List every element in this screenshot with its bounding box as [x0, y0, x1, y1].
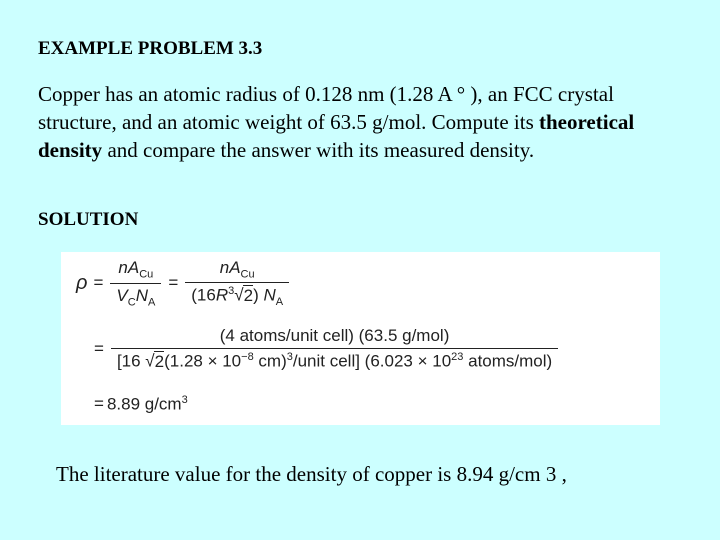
- equation-line-3: [91, 394, 188, 415]
- problem-text-2: and compare the answer with its measured density.: [102, 138, 535, 162]
- problem-text-bold: theoretical density: [38, 110, 635, 162]
- fraction-2: $\frac{nA_{Cu}}{(16R^3√2) N_A}$: [185, 258, 289, 308]
- density-result: 8.89 $g/cm^3$: [106, 394, 188, 414]
- equals-sign: =: [168, 273, 179, 293]
- problem-heading: EXAMPLE PROBLEM 3.3: [38, 38, 263, 59]
- equation-line-1: [73, 258, 293, 308]
- solution-label: SOLUTION: [38, 209, 139, 230]
- problem-statement: [38, 80, 688, 164]
- equals-sign: =: [93, 273, 104, 293]
- equation-line-2: [91, 326, 562, 372]
- problem-text-1: Copper has an atomic radius of 0.128 nm (1.28 A ° ), an FCC crystal structure, and an atomic weight of 63.5 g/mol. Compute its: [38, 82, 614, 134]
- rho-symbol: ρ: [76, 271, 88, 294]
- equals-sign: =: [94, 394, 104, 414]
- fraction-3: $\frac{\text{(4 atoms/unit cell) (63.5 g/mol)}}{[16 √2(1.28 \times 10^{-8} cm)^3/unit cell] (6.023 \times 10^{23} atoms/mol)}$: [111, 326, 558, 372]
- literature-note: The literature value for the density of copper is 8.94 g/cm 3 ,: [56, 462, 567, 486]
- equation-image: [61, 252, 660, 425]
- fraction-1: $\frac{nA_{Cu}}{V_CN_A}$: [110, 258, 161, 308]
- equals-sign: =: [94, 338, 104, 358]
